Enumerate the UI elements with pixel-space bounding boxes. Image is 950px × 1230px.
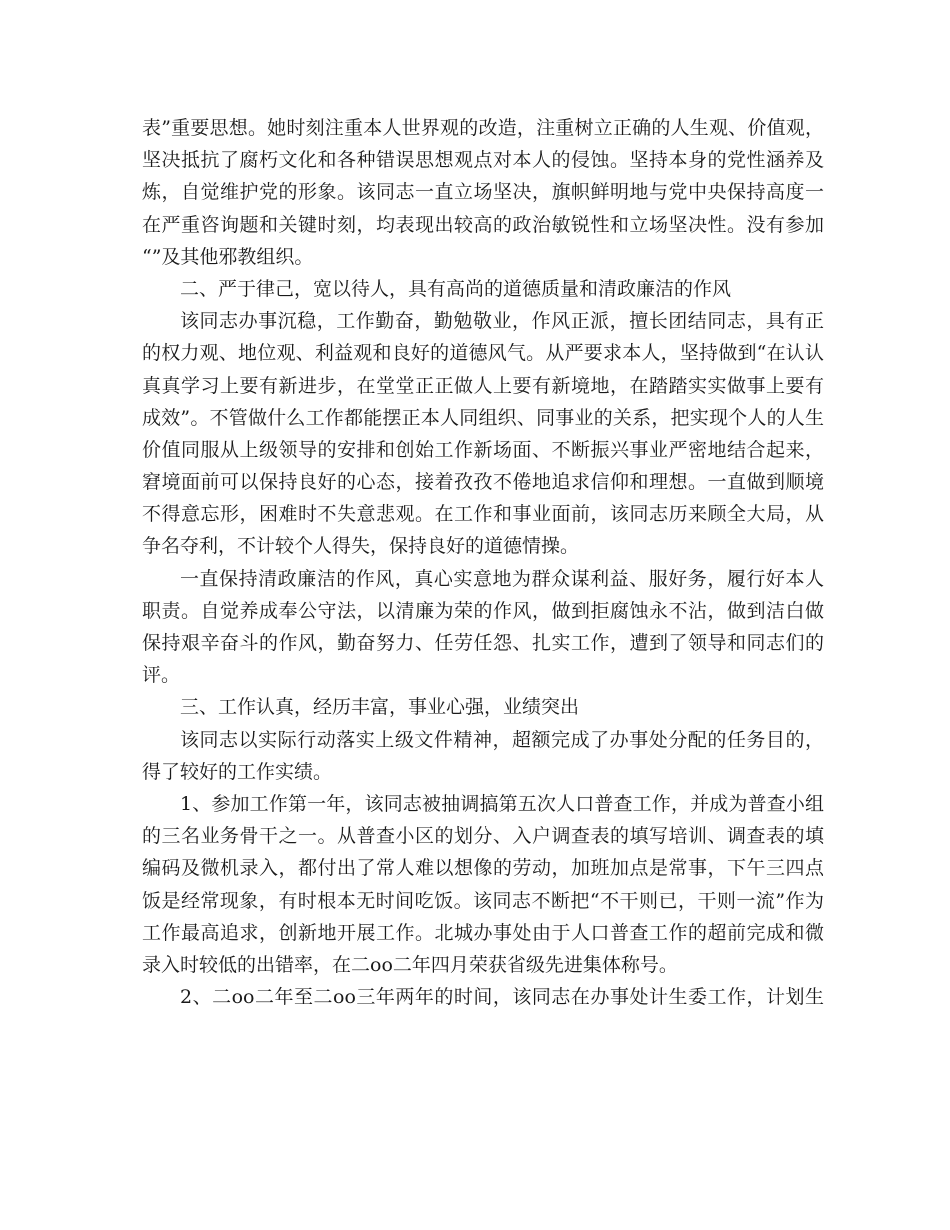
text-line: 饭是经常现象，有时根本无时间吃饭。该同志不断把“不干则已，干则一流”作为 <box>142 889 824 912</box>
text-line: 争名夺利，不计较个人得失，保持良好的道德情操。 <box>142 535 580 558</box>
text-line: 成效”。不管做什么工作都能摆正本人同组织、同事业的关系，把实现个人的人生 <box>142 406 824 429</box>
text-line: 二、严于律己，宽以待人，具有高尚的道德质量和清政廉洁的作风 <box>180 277 732 300</box>
text-line: 该同志以实际行动落实上级文件精神，超额完成了办事处分配的任务目的， <box>180 728 824 751</box>
text-line: 该同志办事沉稳，工作勤奋，勤勉敬业，作风正派，擅长团结同志，具有正 <box>180 310 824 333</box>
text-line: 保持艰辛奋斗的作风，勤奋努力、任劳任怨、扎实工作，遭到了领导和同志们的 <box>142 632 824 654</box>
text-line: 得了较好的工作实绩。 <box>142 760 333 783</box>
document-body <box>142 112 824 1013</box>
text-line: 窘境面前可以保持良好的心态，接着孜孜不倦地追求信仰和理想。一直做到顺境 <box>142 471 824 494</box>
text-line: 录入时较低的出错率，在二oo二年四月荣获省级先进集体称号。 <box>142 953 678 976</box>
text-line: 的权力观、地位观、利益观和良好的道德风气。从严要求本人，坚持做到“在认认 <box>142 342 824 365</box>
text-line: 表”重要思想。她时刻注重本人世界观的改造，注重树立正确的人生观、价值观， <box>142 117 824 139</box>
text-line: “”及其他邪教组织。 <box>142 245 314 268</box>
text-line: 评。 <box>142 664 181 687</box>
text-line: 炼，自觉维护党的形象。该同志一直立场坚决，旗帜鲜明地与党中央保持高度一 <box>142 181 824 204</box>
text-line: 坚决抵抗了腐朽文化和各种错误思想观点对本人的侵蚀。坚持本身的党性涵养及 <box>142 149 824 172</box>
text-line: 真真学习上要有新进步，在堂堂正正做人上要有新境地，在踏踏实实做事上要有 <box>142 374 824 397</box>
text-line: 2、二oo二年至二oo三年两年的时间，该同志在办事处计生委工作，计划生 <box>180 986 824 1009</box>
text-line: 1、参加工作第一年，该同志被抽调搞第五次人口普查工作，并成为普查小组 <box>180 792 824 815</box>
text-line: 工作最高追求，创新地开展工作。北城办事处由于人口普查工作的超前完成和微 <box>142 921 824 944</box>
text-line: 职责。自觉养成奉公守法，以清廉为荣的作风，做到拒腐蚀永不沾，做到洁白做 <box>142 599 824 622</box>
text-line: 编码及微机录入，都付出了常人难以想像的劳动，加班加点是常事，下午三四点 <box>142 857 824 880</box>
text-line: 不得意忘形，困难时不失意悲观。在工作和事业面前，该同志历来顾全大局，从 <box>142 503 824 526</box>
text-line: 一直保持清政廉洁的作风，真心实意地为群众谋利益、服好务，履行好本人 <box>180 567 824 590</box>
text-line: 在严重咨询题和关键时刻，均表现出较高的政治敏锐性和立场坚决性。没有参加 <box>142 213 824 236</box>
text-line: 三、工作认真，经历丰富，事业心强，业绩突出 <box>180 696 580 719</box>
text-line: 价值同服从上级领导的安排和创始工作新场面、不断振兴事业严密地结合起来， <box>142 438 824 461</box>
text-line: 的三名业务骨干之一。从普查小区的划分、入户调查表的填写培训、调查表的填 <box>142 825 824 848</box>
